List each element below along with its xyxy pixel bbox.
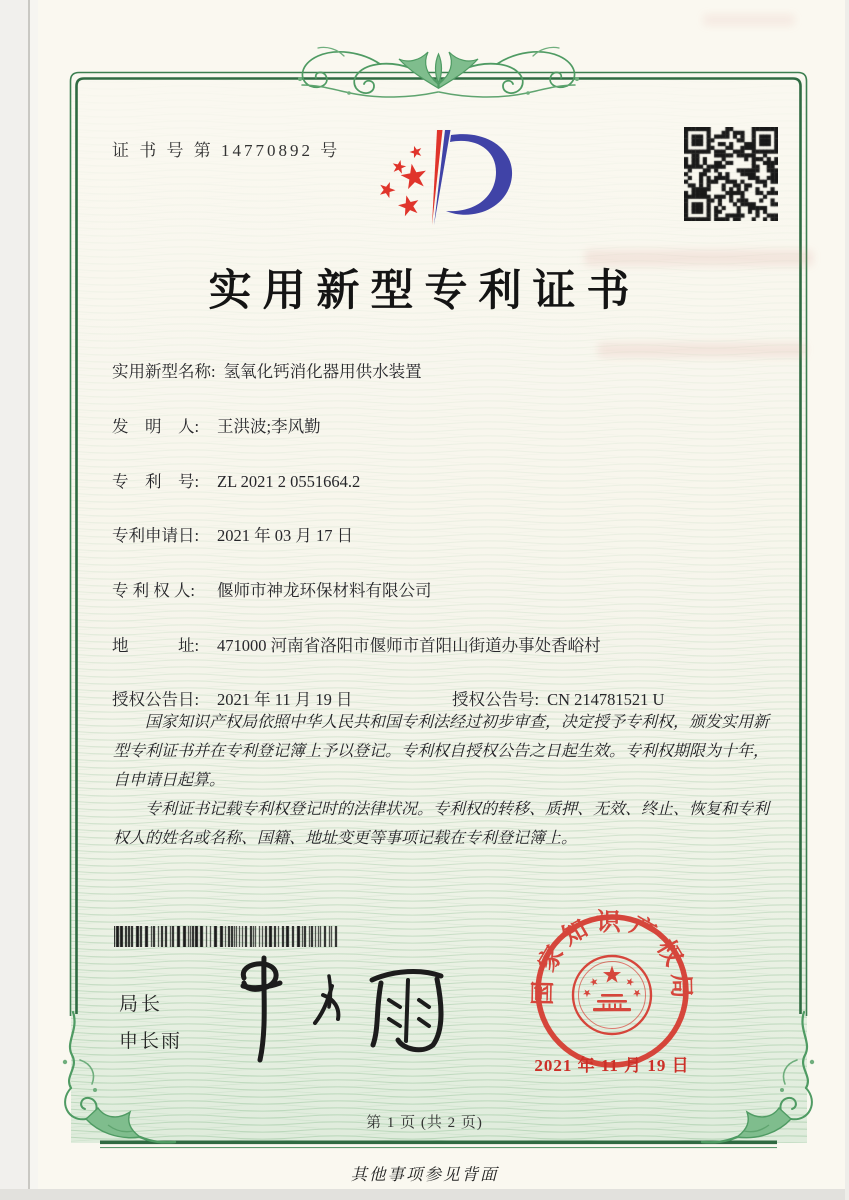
- back-side-note: 其他事项参见背面: [350, 1165, 499, 1184]
- director-title: 局长: [119, 994, 164, 1015]
- cnipa-logo: [338, 120, 538, 238]
- seal-ring-text: 国家知识产权局: [529, 908, 695, 1006]
- print-through-ghost: [598, 343, 806, 357]
- certificate-number: 证 书 号 第 14770892 号: [112, 141, 341, 160]
- field-row-patent-number: [112, 468, 360, 492]
- field-value: 氢氧化钙消化器用供水装置: [223, 362, 422, 381]
- legal-paragraph-1: 国家知识产权局依照中华人民共和国专利法经过初步审查，决定授予专利权，颁发实用新型专利证书并在专利登记簿上予以登记。专利权自授权公告之日起生效。专利权期限为十年，自申请日起算。: [113, 714, 770, 790]
- qr-code: [684, 127, 778, 221]
- field-label: 专 利 权 人:: [112, 581, 195, 600]
- field-value: 2021 年 03 月 17 日: [217, 526, 354, 545]
- field-value: ZL 2021 2 0551664.2: [217, 472, 361, 491]
- seal-date: 2021 年 11 月 19 日: [534, 1056, 690, 1075]
- field-row-utility-model-name: [112, 358, 422, 382]
- field-value: 471000 河南省洛阳市偃师市首阳山街道办事处香峪村: [217, 636, 601, 655]
- scan-edge-right: [845, 0, 849, 1200]
- scan-edge-left: [0, 0, 30, 1200]
- field-label: 发 明 人:: [112, 417, 200, 436]
- scan-edge-bottom: [0, 1189, 849, 1200]
- field-value: 2021 年 11 月 19 日: [217, 690, 353, 709]
- field-label: 实用新型名称:: [112, 362, 216, 381]
- field-label: 地 址:: [112, 636, 200, 655]
- field-label: 授权公告号:: [452, 690, 540, 709]
- field-row-filing-date: [112, 522, 353, 546]
- scan-edge-left-highlight: [30, 0, 38, 1200]
- field-row-patentee: [112, 577, 432, 601]
- certificate-title: 实用新型专利证书: [208, 268, 641, 315]
- field-value: 王洪波;李风勤: [217, 417, 321, 436]
- barcode: [114, 926, 338, 947]
- field-row-grant-date: [112, 686, 353, 710]
- director-name: 申长雨: [119, 1031, 183, 1052]
- field-row-inventors: [112, 413, 321, 437]
- legal-paragraph-2: 专利证书记载专利权登记时的法律状况。专利权的转移、质押、无效、终止、恢复和专利权人的姓名或名称、国籍、地址变更等事项记载在专利登记簿上。: [113, 801, 770, 848]
- director-handwritten-signature: [222, 948, 462, 1068]
- print-through-ghost: [703, 14, 795, 26]
- field-row-grant-number: [452, 686, 664, 710]
- page-number: 第 1 页 (共 2 页): [366, 1115, 483, 1131]
- field-label: 专 利 号:: [112, 472, 200, 491]
- legal-text: [113, 708, 769, 854]
- field-row-address: [112, 632, 601, 656]
- field-value: 偃师市神龙环保材料有限公司: [217, 581, 432, 600]
- field-label: 专利申请日:: [112, 526, 200, 545]
- field-label: 授权公告日:: [112, 690, 200, 709]
- field-value: CN 214781521 U: [547, 690, 665, 709]
